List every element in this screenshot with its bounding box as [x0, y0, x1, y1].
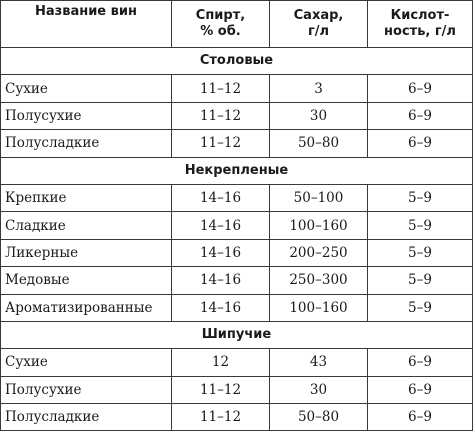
- sugar-value: 250–300: [270, 267, 368, 294]
- table-row: [1, 404, 473, 431]
- sugar-value: 100–160: [270, 294, 368, 321]
- alcohol-value: 11–12: [172, 102, 270, 129]
- alcohol-value: 14–16: [172, 294, 270, 321]
- table-row: [1, 212, 473, 239]
- alcohol-value: 12: [172, 349, 270, 376]
- wine-name: Крепкие: [1, 184, 172, 211]
- table-row: [1, 130, 473, 157]
- wine-name: Полусладкие: [1, 130, 172, 157]
- wine-name: Полусухие: [1, 102, 172, 129]
- acid-value: 6–9: [368, 376, 473, 403]
- acid-value: 6–9: [368, 404, 473, 431]
- table-row: [1, 376, 473, 403]
- sugar-value: 50–100: [270, 184, 368, 211]
- section-row: [1, 157, 473, 184]
- table-row: [1, 349, 473, 376]
- alcohol-value: 11–12: [172, 404, 270, 431]
- section-row: [1, 321, 473, 348]
- header-alcohol-line-2: % об.: [200, 24, 241, 39]
- table-row: [1, 75, 473, 102]
- sugar-value: 200–250: [270, 239, 368, 266]
- header-sugar-line-2: г/л: [307, 24, 330, 39]
- sugar-value: 43: [270, 349, 368, 376]
- alcohol-value: 14–16: [172, 212, 270, 239]
- sugar-value: 30: [270, 102, 368, 129]
- wine-name: Полусухие: [1, 376, 172, 403]
- sugar-value: 3: [270, 75, 368, 102]
- acid-value: 6–9: [368, 102, 473, 129]
- alcohol-value: 11–12: [172, 75, 270, 102]
- wine-name: Ароматизированные: [1, 294, 172, 321]
- alcohol-value: 11–12: [172, 376, 270, 403]
- header-acid: [368, 1, 473, 48]
- acid-value: 6–9: [368, 130, 473, 157]
- section-title: Некрепленые: [1, 157, 473, 184]
- section-title: Столовые: [1, 48, 473, 75]
- header-alcohol: [172, 1, 270, 48]
- sugar-value: 100–160: [270, 212, 368, 239]
- sugar-value: 50–80: [270, 130, 368, 157]
- wine-name: Медовые: [1, 267, 172, 294]
- table-row: [1, 294, 473, 321]
- acid-value: 5–9: [368, 294, 473, 321]
- sugar-value: 50–80: [270, 404, 368, 431]
- wine-name: Полусладкие: [1, 404, 172, 431]
- wine-name: Сухие: [1, 75, 172, 102]
- table-row: [1, 267, 473, 294]
- header-acid-line-1: Кислот-: [390, 8, 450, 23]
- sugar-value: 30: [270, 376, 368, 403]
- header-sugar: [270, 1, 368, 48]
- header-alcohol-line-1: Спирт,: [195, 8, 246, 23]
- acid-value: 5–9: [368, 267, 473, 294]
- table-row: [1, 102, 473, 129]
- header-name: Название вин: [1, 1, 172, 48]
- table-row: [1, 184, 473, 211]
- section-title: Шипучие: [1, 321, 473, 348]
- table-row: [1, 239, 473, 266]
- alcohol-value: 11–12: [172, 130, 270, 157]
- wine-name: Сладкие: [1, 212, 172, 239]
- acid-value: 5–9: [368, 212, 473, 239]
- alcohol-value: 14–16: [172, 184, 270, 211]
- section-row: [1, 48, 473, 75]
- wine-name: Сухие: [1, 349, 172, 376]
- wine-name: Ликерные: [1, 239, 172, 266]
- acid-value: 5–9: [368, 184, 473, 211]
- acid-value: 5–9: [368, 239, 473, 266]
- acid-value: 6–9: [368, 349, 473, 376]
- header-row: [1, 1, 473, 48]
- alcohol-value: 14–16: [172, 239, 270, 266]
- acid-value: 6–9: [368, 75, 473, 102]
- header-sugar-line-1: Сахар,: [293, 8, 344, 23]
- alcohol-value: 14–16: [172, 267, 270, 294]
- header-acid-line-2: ность, г/л: [384, 24, 456, 39]
